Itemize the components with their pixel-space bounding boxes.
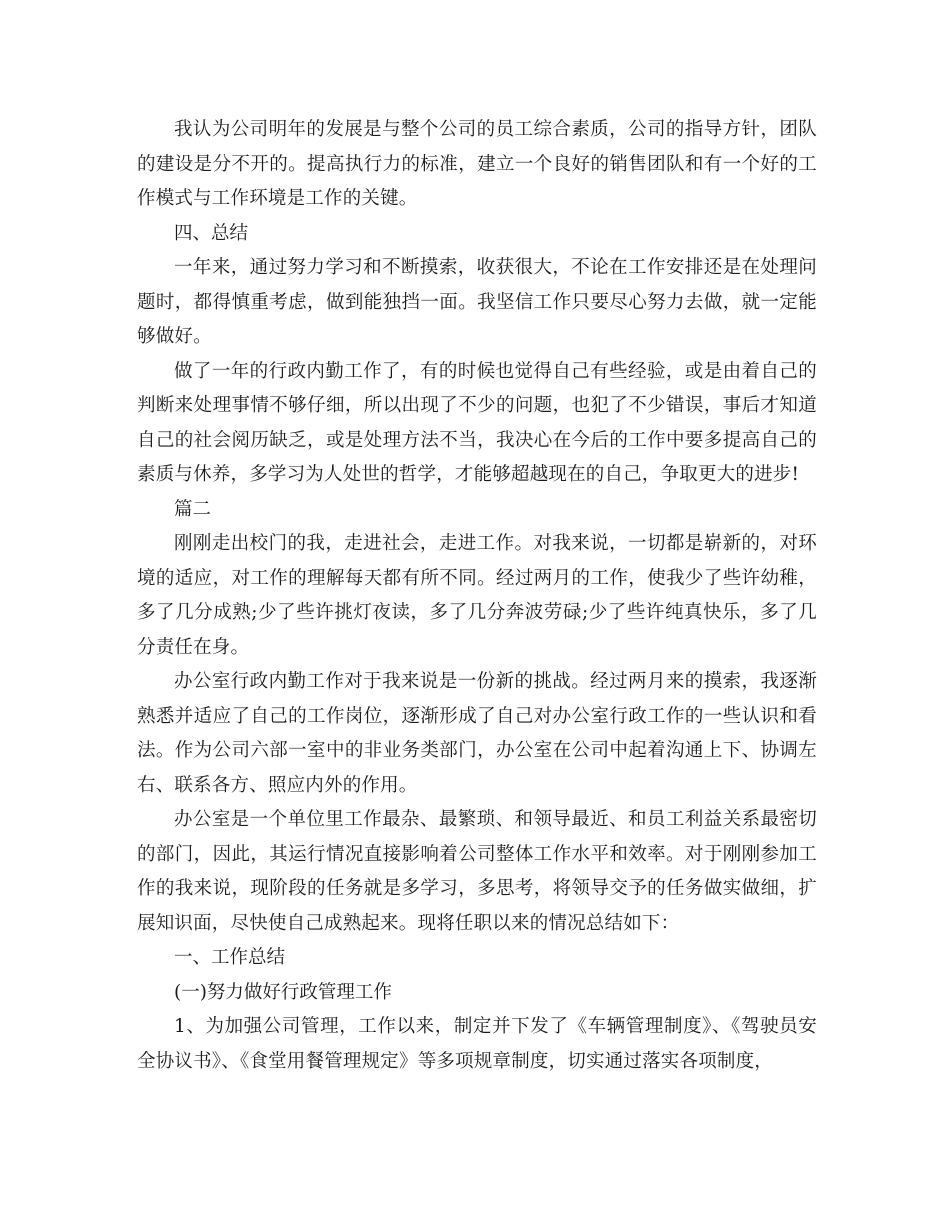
document-body — [137, 113, 817, 1079]
section-heading-summary: 四、总结 — [174, 222, 249, 244]
paragraph-self-reflection: 做了一年的行政内勤工作了，有的时候也觉得自己有些经验，或是由着自己的判断来处理事情不够仔细，所以出现了不少的问题，也犯了不少错误，事后才知道自己的社会阅历缺乏，或是处理方法不当，我决心在今后的工作中要多提高自己的素质与休养，多学习为人处世的哲学，才能够超越现在的自己，争取更大的进步! — [137, 360, 817, 485]
paragraph-company-development: 我认为公司明年的发展是与整个公司的员工综合素质，公司的指导方针，团队的建设是分不开的。提高执行力的标准，建立一个良好的销售团队和有一个好的工作模式与工作环境是工作的关键。 — [137, 119, 817, 209]
section-heading-part-two: 篇二 — [174, 498, 212, 520]
paragraph-new-start: 刚刚走出校门的我，走进社会，走进工作。对我来说，一切都是崭新的，对环境的适应，对工作的理解每天都有所不同。经过两月的工作，使我少了些许幼稚，多了几分成熟;少了些许挑灯夜读，多了几分奔波劳碌;少了些许纯真快乐，多了几分责任在身。 — [137, 533, 817, 658]
paragraph-year-review: 一年来，通过努力学习和不断摸索，收获很大，不论在工作安排还是在处理问题时，都得慎重考虑，做到能独挡一面。我坚信工作只要尽心努力去做，就一定能够做好。 — [137, 257, 817, 347]
paragraph-office-challenge: 办公室行政内勤工作对于我来说是一份新的挑战。经过两月来的摸索，我逐渐熟悉并适应了自己的工作岗位，逐渐形成了自己对办公室行政工作的一些认识和看法。作为公司六部一室中的非业务类部门，办公室在公司中起着沟通上下、协调左右、联系各方、照应内外的作用。 — [137, 671, 817, 796]
paragraph-office-role: 办公室是一个单位里工作最杂、最繁琐、和领导最近、和员工利益关系最密切的部门，因此，其运行情况直接影响着公司整体工作水平和效率。对于刚刚参加工作的我来说，现阶段的任务就是多学习，多思考，将领导交予的任务做实做细，扩展知识面，尽快使自己成熟起来。现将任职以来的情况总结如下： — [137, 809, 817, 934]
subsection-heading-admin-management: (一)努力做好行政管理工作 — [174, 981, 392, 1003]
section-heading-work-summary: 一、工作总结 — [174, 947, 286, 968]
paragraph-regulations: 1、为加强公司管理，工作以来，制定并下发了《车辆管理制度》、《驾驶员安全协议书》、《食堂用餐管理规定》等多项规章制度，切实通过落实各项制度， — [137, 1016, 817, 1072]
